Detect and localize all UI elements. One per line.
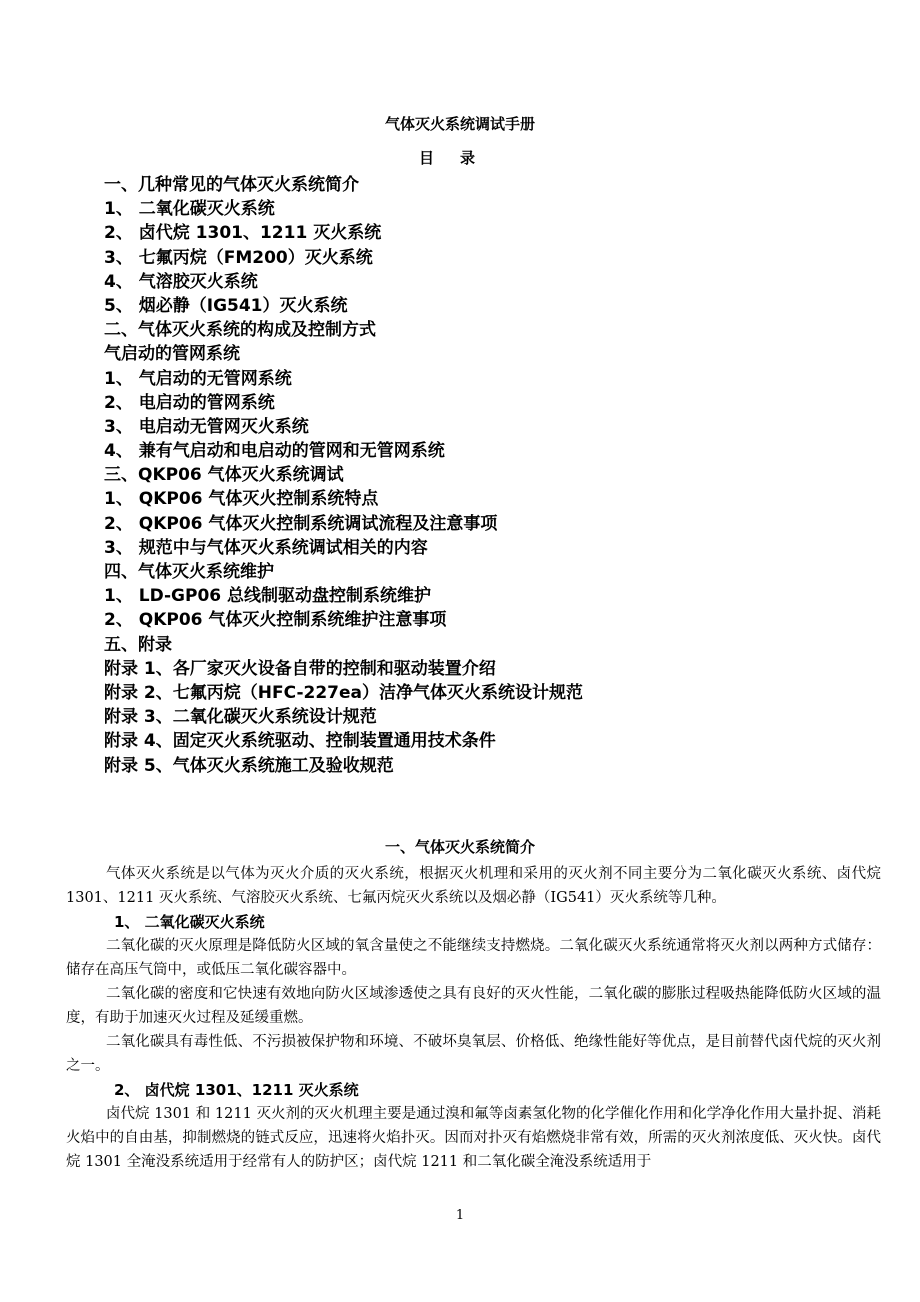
toc-item: 三、QKP06 气体灭火系统调试 <box>104 465 344 486</box>
toc-item: 4、 兼有气启动和电启动的管网和无管网系统 <box>104 441 445 462</box>
toc-item: 1、 QKP06 气体灭火控制系统特点 <box>104 489 379 510</box>
co2-heading: 1、 二氧化碳灭火系统 <box>114 913 265 931</box>
toc-item: 附录 4、固定灭火系统驱动、控制装置通用技术条件 <box>104 731 496 752</box>
toc-item: 3、 规范中与气体灭火系统调试相关的内容 <box>104 537 428 558</box>
document-title: 气体灭火系统调试手册 <box>384 115 535 133</box>
halon-heading: 2、 卤代烷 1301、1211 灭火系统 <box>114 1081 359 1099</box>
section-heading: 一、气体灭火系统简介 <box>384 838 535 856</box>
toc-item: 二、气体灭火系统的构成及控制方式 <box>104 320 376 341</box>
toc-item: 一、几种常见的气体灭火系统简介 <box>104 175 359 195</box>
co2-paragraph: 二氧化碳具有毒性低、不污损被保护物和环境、不破坏臭氧层、价格低、绝缘性能好等优点，是目前替代卤代烷的灭火剂之一。 <box>66 1034 881 1074</box>
toc-item: 1、 二氧化碳灭火系统 <box>104 199 275 220</box>
toc-item: 3、 电启动无管网灭火系统 <box>104 416 309 437</box>
halon-paragraph: 卤代烷 1301 和 1211 灭火剂的灭火机理主要是通过溴和氟等卤素氢化物的化学催化作用和化学净化作用大量扑捉、消耗火焰中的自由基，抑制燃烧的链式反应，迅速将火焰扑灭。因而对扑灭有焰燃烧非常有效，所需的灭火剂浓度低、灭火快。卤代烷 1301 全淹没系统适用于经常有人的防护区；卤代烷 1211 和二氧化碳全淹没系统适用于 <box>66 1106 881 1170</box>
toc-item: 1、 LD-GP06 总线制驱动盘控制系统维护 <box>104 586 432 607</box>
toc-item: 1、 气启动的无管网系统 <box>104 368 292 389</box>
toc-item: 3、 七氟丙烷（FM200）灭火系统 <box>104 247 373 268</box>
intro-paragraph: 气体灭火系统是以气体为灭火介质的灭火系统，根据灭火机理和采用的灭火剂不同主要分为二氧化碳灭火系统、卤代烷 1301、1211 灭火系统、气溶胶灭火系统、七氟丙烷灭火系统以及烟必静（IG541）灭火系统等几种。 <box>66 866 881 906</box>
table-of-contents <box>104 173 804 778</box>
toc-item: 附录 2、七氟丙烷（HFC-227ea）洁净气体灭火系统设计规范 <box>104 682 583 703</box>
toc-heading: 目录 <box>418 149 501 167</box>
toc-item: 2、 卤代烷 1301、1211 灭火系统 <box>104 223 382 244</box>
section-body <box>66 862 881 1174</box>
toc-item: 2、 电启动的管网系统 <box>104 392 275 413</box>
toc-item: 四、气体灭火系统维护 <box>104 562 274 582</box>
co2-paragraph: 二氧化碳的灭火原理是降低防火区域的氧含量使之不能继续支持燃烧。二氧化碳灭火系统通常将灭火剂以两种方式储存：储存在高压气筒中，或低压二氧化碳容器中。 <box>66 938 881 978</box>
toc-item: 附录 1、各厂家灭火设备自带的控制和驱动装置介绍 <box>104 658 496 679</box>
toc-item: 气启动的管网系统 <box>104 344 240 365</box>
toc-item: 2、 QKP06 气体灭火控制系统维护注意事项 <box>104 610 447 631</box>
co2-paragraph: 二氧化碳的密度和它快速有效地向防火区域渗透使之具有良好的灭火性能，二氧化碳的膨胀过程吸热能降低防火区域的温度，有助于加速灭火过程及延缓重燃。 <box>66 986 881 1026</box>
toc-item: 附录 3、二氧化碳灭火系统设计规范 <box>104 707 377 728</box>
toc-item: 五、附录 <box>104 634 172 655</box>
toc-item: 5、 烟必静（IG541）灭火系统 <box>104 295 348 316</box>
toc-item: 附录 5、气体灭火系统施工及验收规范 <box>104 755 394 776</box>
page-number: 1 <box>455 1208 465 1223</box>
toc-item: 2、 QKP06 气体灭火控制系统调试流程及注意事项 <box>104 513 498 534</box>
toc-item: 4、 气溶胶灭火系统 <box>104 271 258 292</box>
